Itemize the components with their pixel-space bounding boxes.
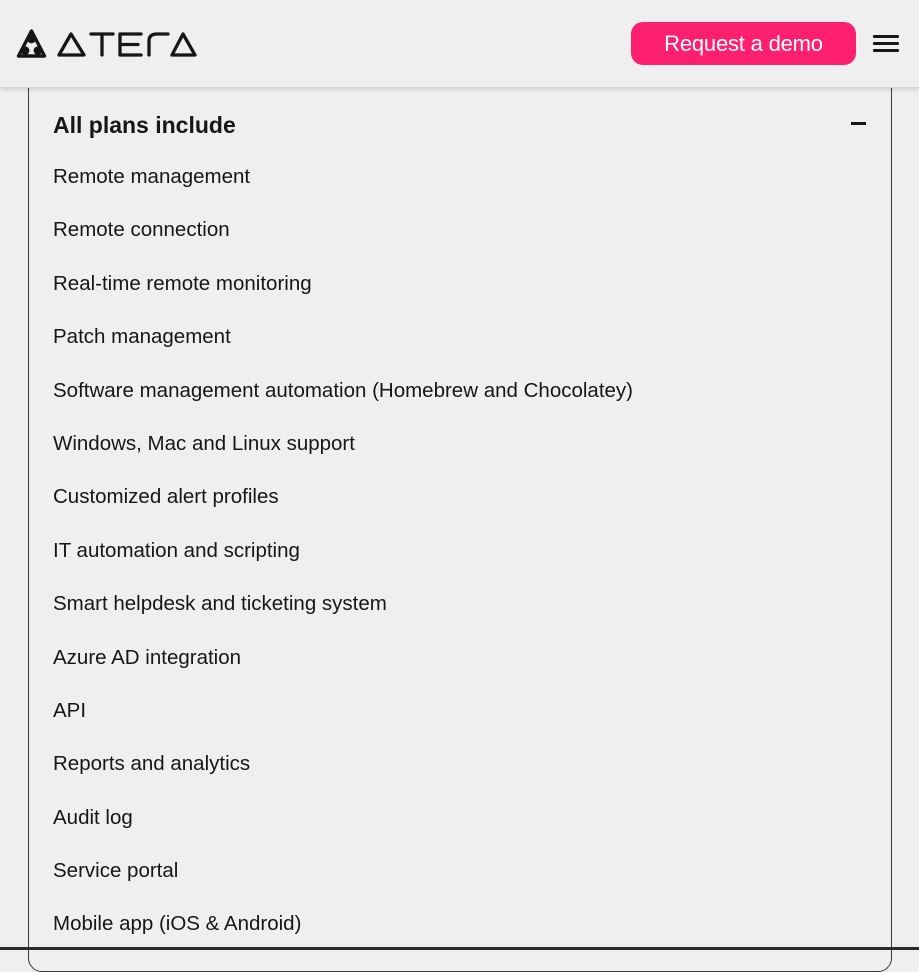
feature-item: Real-time remote monitoring [53, 271, 312, 295]
feature-item: Audit log [53, 805, 133, 829]
feature-list [53, 163, 633, 964]
site-header [0, 0, 919, 88]
hamburger-menu-icon[interactable] [871, 32, 901, 56]
feature-item: Service portal [53, 859, 179, 883]
feature-item: Software management automation (Homebrew and Chocolatey) [53, 378, 633, 402]
panel-title[interactable]: All plans include [53, 112, 236, 138]
feature-item: Patch management [53, 325, 231, 349]
atera-wordmark [57, 31, 197, 57]
minus-icon[interactable] [848, 113, 870, 133]
menu-bar [873, 35, 899, 38]
feature-item: Customized alert profiles [53, 485, 279, 509]
feature-item: Remote management [53, 165, 251, 188]
feature-item: IT automation and scripting [53, 538, 300, 562]
feature-item: Smart helpdesk and ticketing system [53, 592, 387, 616]
menu-bar [873, 42, 899, 45]
feature-item: Reports and analytics [53, 752, 251, 776]
feature-item: API [53, 698, 87, 722]
feature-item: Remote connection [53, 218, 230, 242]
menu-bar [873, 49, 899, 52]
atera-logo[interactable] [16, 29, 197, 59]
feature-item: Azure AD integration [53, 645, 242, 669]
atera-mark-icon [16, 29, 47, 59]
request-demo-button[interactable]: Request a demo [631, 22, 856, 65]
feature-item: Windows, Mac and Linux support [53, 431, 355, 455]
feature-item: Mobile app (iOS & Android) [53, 912, 302, 936]
